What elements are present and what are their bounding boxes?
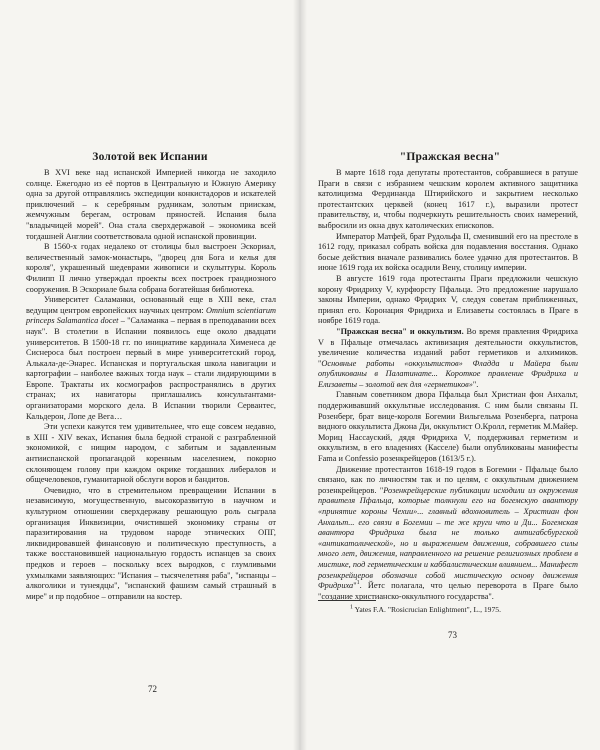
paragraph: Эти успехи кажутся тем удивительнее, что еще совсем недавно, в XIII - XIV веках, Испания была бедной страной с разграбленной экономикой, с нищим народом, с забитым и задавленным антииспанской пропагандой коренным населением, покорно склоняющем голову при каждом окрике тогдашних либералов и общечеловеков, гуманитарной обслуги воров и бандитов. [26, 422, 276, 485]
section-subheading: "Пражская весна" и оккультизм. [336, 326, 464, 336]
paragraph: Университет Саламанки, основанный еще в XIII веке, стал ведущим центром европейских научных центром: Omnium scientiarum princeps Salamantica docet – "Саламанка – первая в преподавании всех наук". В столетии в Испании появилось еще около двадцати университетов. В 1500-18 гг. по инициативе кардинала Хименеса де Сиснероса был построен первый в мире университетский город, Алькала-де-Энарес. Испанская и португальская школа навигации и картографии – наиболее важных тогда наук – стали лидирующими в Европе. Трактаты их космографов распространялись в других странах; их навигаторы приглашались консультантами-организаторами морского дела. В Испании творили Сервантес, Кальдерон, Лопе де Вега… [26, 295, 277, 421]
footnote: $^1$ Yates F.A. "Rosicrucian Enlightment", L., 1975. [350, 604, 501, 614]
paragraph: В марте 1618 года депутаты протестантов, собравшиеся в ратуше Праги в связи с избранием чешским королем активного защитника католицизма Фердинанда Штирийского и закрытием несколько протестантских церквей (конец 1617 г.), выразили протест правительству, и, чтобы подчеркнуть решительность своих намерений, выбросили из окна двух католических епископов. [318, 168, 578, 230]
paragraph: В XVI веке над испанской Империей никогда не заходило солнце. Ежегодно из её портов в Центральную и Южную Америку одна за другой отправлялись экспедиции конкистадоров и искателей приключений – к серебряным рудникам, золотым приискам, жемчужным берегам, островам пряностей. Испания была "владычицей морей". Она стала сверхдержавой – экономика всей тогдашней Англии соответствовала одной испанской провинции. [26, 168, 276, 241]
quotation: Розенкрейцерские публикации исходили из окружения правителя Пфальца, которые толкнули его на богемскую авантюру «принятие короны Чехии»... главный вдохновитель – Христиан фон Анхальт... его связи в Богемии – те же круги что и Ди... Богемская авантюра Фридриха была не только антигабсбургской «антикатолической», но и выражением движения, собравшего силы много лет, движения, направленного на решение религиозных проблем в мистике, под герметическим и каббалистическим влиянием... Манифест розенкрейцеров обозначил собой мистическую основу движения Фридриха [318, 485, 578, 591]
paragraph: В августе 1619 года протестанты Праги предложили чешскую корону Фридриху V, курфюрсту Пфальца. Это предложение нарушало законы Империи, однако Фридрих V, следуя советам приближенных, принял его. Коронация Фридриха и Елизаветы состоялась в Праге в ноябре 1619 года. [318, 273, 578, 326]
chapter-heading: Золотой век Испании [92, 151, 208, 163]
paragraph: "Пражская весна" и оккультизм. Во время правления Фридриха V в Пфальце отмечалась активизация деятельности оккультистов, увеличение количества изданий работ герметиков и алхимиков. "Основные работы «оккультистов» Фладда и Майера были опубликованы в Палатинате... Короткое правление Фридриха и Елизаветы – золотой век для «герметиков»". [318, 326, 578, 389]
paragraph: Император Матфей, брат Рудольфа II, сменивший его на престоле в 1612 году, приказал собрать войска для подавления восстания. Однако босые действия вначале развивались более удачно для протестантов. В июне 1619 года их войска осадили Вену, столицу империи. [318, 231, 578, 273]
paragraph: Очевидно, что в стремительном превращении Испании в независимую, могущественную, высокоразвитую в научном и культурном отношении сверхдержаву решающую роль сыграла организация Инквизиции, очистившей экономику страны от паразитирования на трудовом народе этнических ОПГ, ликвидировавшей финансовую и политическую преступность, а также восстановившей национальную гордость испанцев за своих предков и героев – поскольку всех выродков, с глумливыми ухмылками заявляющих: "Испания – тысячелетняя раба", "испанцы – алкоголики и тунеядцы", "испанский фашизм самый страшный в мире" и пр подобное – отправили на костер. [26, 485, 276, 601]
body-text [26, 168, 276, 602]
paragraph: Главным советником двора Пфальца был Христиан фон Анхальт, поддерживавший оккультные исследования. С ним были связаны П. Розенберг, брат вице-короля Богемии Вильгельма Розенберга, патрона видного оккультиста Джона Ди, оккультист О.Кролл, герметик М.Майер. Мориц Нассауский, дядя Фридриха V, поддерживал герметизм и оккультизм, в его владениях (Касселе) были опубликованы манифесты Fama и Confessio розенкрейцеров (1613/5 г.). [318, 390, 578, 464]
page-number: 73 [448, 630, 457, 640]
footnote-divider [318, 600, 376, 601]
latin-motto: Omnium scientiarum princeps Salamantica docet [26, 305, 277, 326]
paragraph: Движение протестантов 1618-19 годов в Богемии - Пфальце было связано, как по личностям так и по целям, с оккультным движением розенкрейцеров. "Розенкрейцерские публикации исходили из окружения правителя Пфальца, которые толкнули его на богемскую авантюру «принятие короны Чехии»... главный вдохновитель – Христиан фон Анхальт... его связи в Богемии – те же круги что и Ди... Богемская авантюра Фридриха была не только антигабсбургской «антикатолической», но и выражением движения, собравшего силы много лет, движения, направленного на решение религиозных проблем в мистике, под герметическим и каббалистическим влиянием... Манифест розенкрейцеров обозначил собой мистическую основу движения Фридриха"$^1$. Йетс полагала, что целью переворота в Праге было "создание христианско-оккультного государства". [318, 464, 578, 601]
page-number: 72 [148, 684, 157, 694]
chapter-heading: "Пражская весна" [399, 151, 501, 163]
quotation: Основные работы «оккультистов» Фладда и Майера были опубликованы в Палатинате... Короткое правление Фридриха и Елизаветы – золотой век для «герметиков» [318, 358, 578, 389]
book-gutter [293, 0, 307, 750]
body-text [318, 168, 578, 602]
right-page [300, 0, 600, 750]
footnote-reference: 1 [356, 580, 360, 587]
footnote-mark: 1 [350, 604, 353, 611]
paragraph: В 1560-х годах недалеко от столицы был выстроен Эскориал, величественный замок-монастырь, "дворец для Бога и келья для короля", украшенный шедеврами живописи и скульптуры. Король Филипп II лично утверждал проекты всех построек грандиозного сооружения. В Эскориале была собрана богатейшая библиотека. [26, 242, 276, 294]
